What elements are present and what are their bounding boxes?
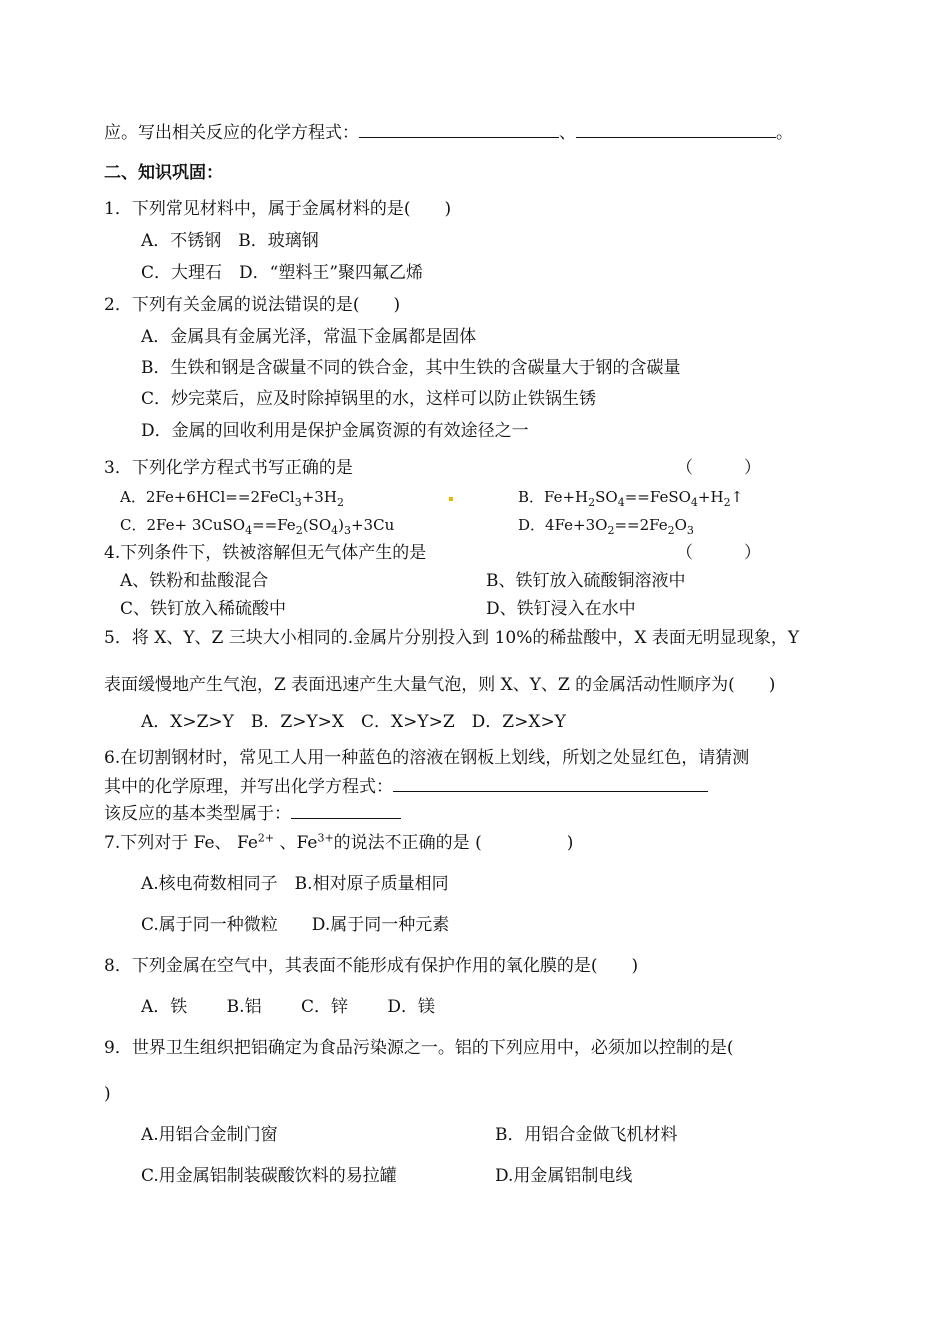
q2-option-b: B．生铁和钢是含碳量不同的铁合金，其中生铁的含碳量大于钢的含碳量 [141, 358, 681, 378]
q7-options-row1: A.核电荷数相同子 B.相对原子质量相同 [141, 874, 449, 894]
q2-option-c: C．炒完菜后，应及时除掉锅里的水，这样可以防止铁锅生锈 [141, 389, 597, 409]
q6-type-blank[interactable] [291, 802, 401, 819]
q3-stem: 3．下列化学方程式书写正确的是 [104, 458, 353, 478]
q8-stem: 8．下列金属在空气中，其表面不能形成有保护作用的氧化膜的是( ) [104, 956, 639, 976]
q8-options: A．铁 B.铝 C．锌 D．镁 [141, 997, 436, 1017]
q4-stem: 4.下列条件下，铁被溶解但无气体产生的是 [104, 543, 427, 563]
q3-paren: （ ） [676, 458, 761, 478]
q6-line3: 该反应的基本类型属于： [104, 802, 401, 825]
q4-option-a: A、铁粉和盐酸混合 [120, 571, 269, 591]
answer-blank-2[interactable] [576, 121, 776, 138]
q2-stem: 2．下列有关金属的说法错误的是( ) [104, 295, 401, 315]
q2-option-d: D．金属的回收利用是保护金属资源的有效途径之一 [141, 421, 529, 441]
q9-option-c: C.用金属铝制装碳酸饮料的易拉罐 [141, 1166, 397, 1186]
q3-option-a: A．$2Fe+6HCl==2FeCl_3+3H_2$ [120, 488, 344, 509]
q6-line2: 其中的化学原理，并写出化学方程式： [104, 775, 708, 798]
section-title: 二、知识巩固： [104, 163, 223, 183]
q7-stem: 7.下列对于 Fe、 $Fe^{2+}$ 、$Fe^{3+}$的说法不正确的是 ( ) [104, 831, 574, 853]
q2-option-a: A．金属具有金属光泽，常温下金属都是固体 [141, 327, 477, 347]
q6-equation-blank[interactable] [393, 775, 708, 792]
answer-blank-1[interactable] [359, 121, 559, 138]
q5-line1: 5．将 X、Y、Z 三块大小相同的.金属片分别投入到 10%的稀盐酸中，X 表面无明显现象，Y [104, 628, 800, 648]
q1-options-row2: C．大理石 D．“塑料王”聚四氟乙烯 [141, 263, 424, 283]
stray-dot [449, 497, 453, 501]
q9-line1: 9．世界卫生组织把铝确定为食品污染源之一。铝的下列应用中，必须加以控制的是( [104, 1038, 734, 1058]
q9-option-a: A.用铝合金制门窗 [141, 1125, 278, 1145]
q4-option-c: C、铁钉放入稀硫酸中 [120, 599, 287, 619]
q4-paren: （ ） [676, 543, 761, 563]
intro-line: 应。写出相关反应的化学方程式： 、 。 [104, 123, 793, 143]
q5-line2: 表面缓慢地产生气泡，Z 表面迅速产生大量气泡，则 X、Y、Z 的金属活动性顺序为( ) [104, 675, 776, 695]
q4-option-b: B、铁钉放入硫酸铜溶液中 [486, 571, 686, 591]
q1-options-row1: A．不锈钢 B．玻璃钢 [141, 231, 319, 251]
q9-option-b: B．用铝合金做飞机材料 [495, 1125, 678, 1145]
q5-options: A．X>Z>Y B．Z>Y>X C．X>Y>Z D．Z>X>Y [141, 712, 566, 732]
q3-option-d: D．$4Fe+3O_2==2Fe_2O_3$ [518, 516, 694, 537]
q6-line1: 6.在切割钢材时，常见工人用一种蓝色的溶液在钢板上划线，所划之处显红色，请猜测 [104, 748, 750, 768]
q3-option-b: B．$Fe+H_2SO_4==FeSO_4+H_2↑$ [518, 488, 744, 509]
q1-stem: 1．下列常见材料中，属于金属材料的是( ) [104, 199, 452, 219]
q3-option-c: C．$2Fe+ 3CuSO_4==Fe_2(SO_4)_3+3Cu$ [120, 516, 395, 537]
q4-option-d: D、铁钉浸入在水中 [486, 599, 636, 619]
q9-line2: ) [104, 1084, 111, 1104]
q7-options-row2: C.属于同一种微粒 D.属于同一种元素 [141, 915, 450, 935]
q9-option-d: D.用金属铝制电线 [495, 1166, 633, 1186]
